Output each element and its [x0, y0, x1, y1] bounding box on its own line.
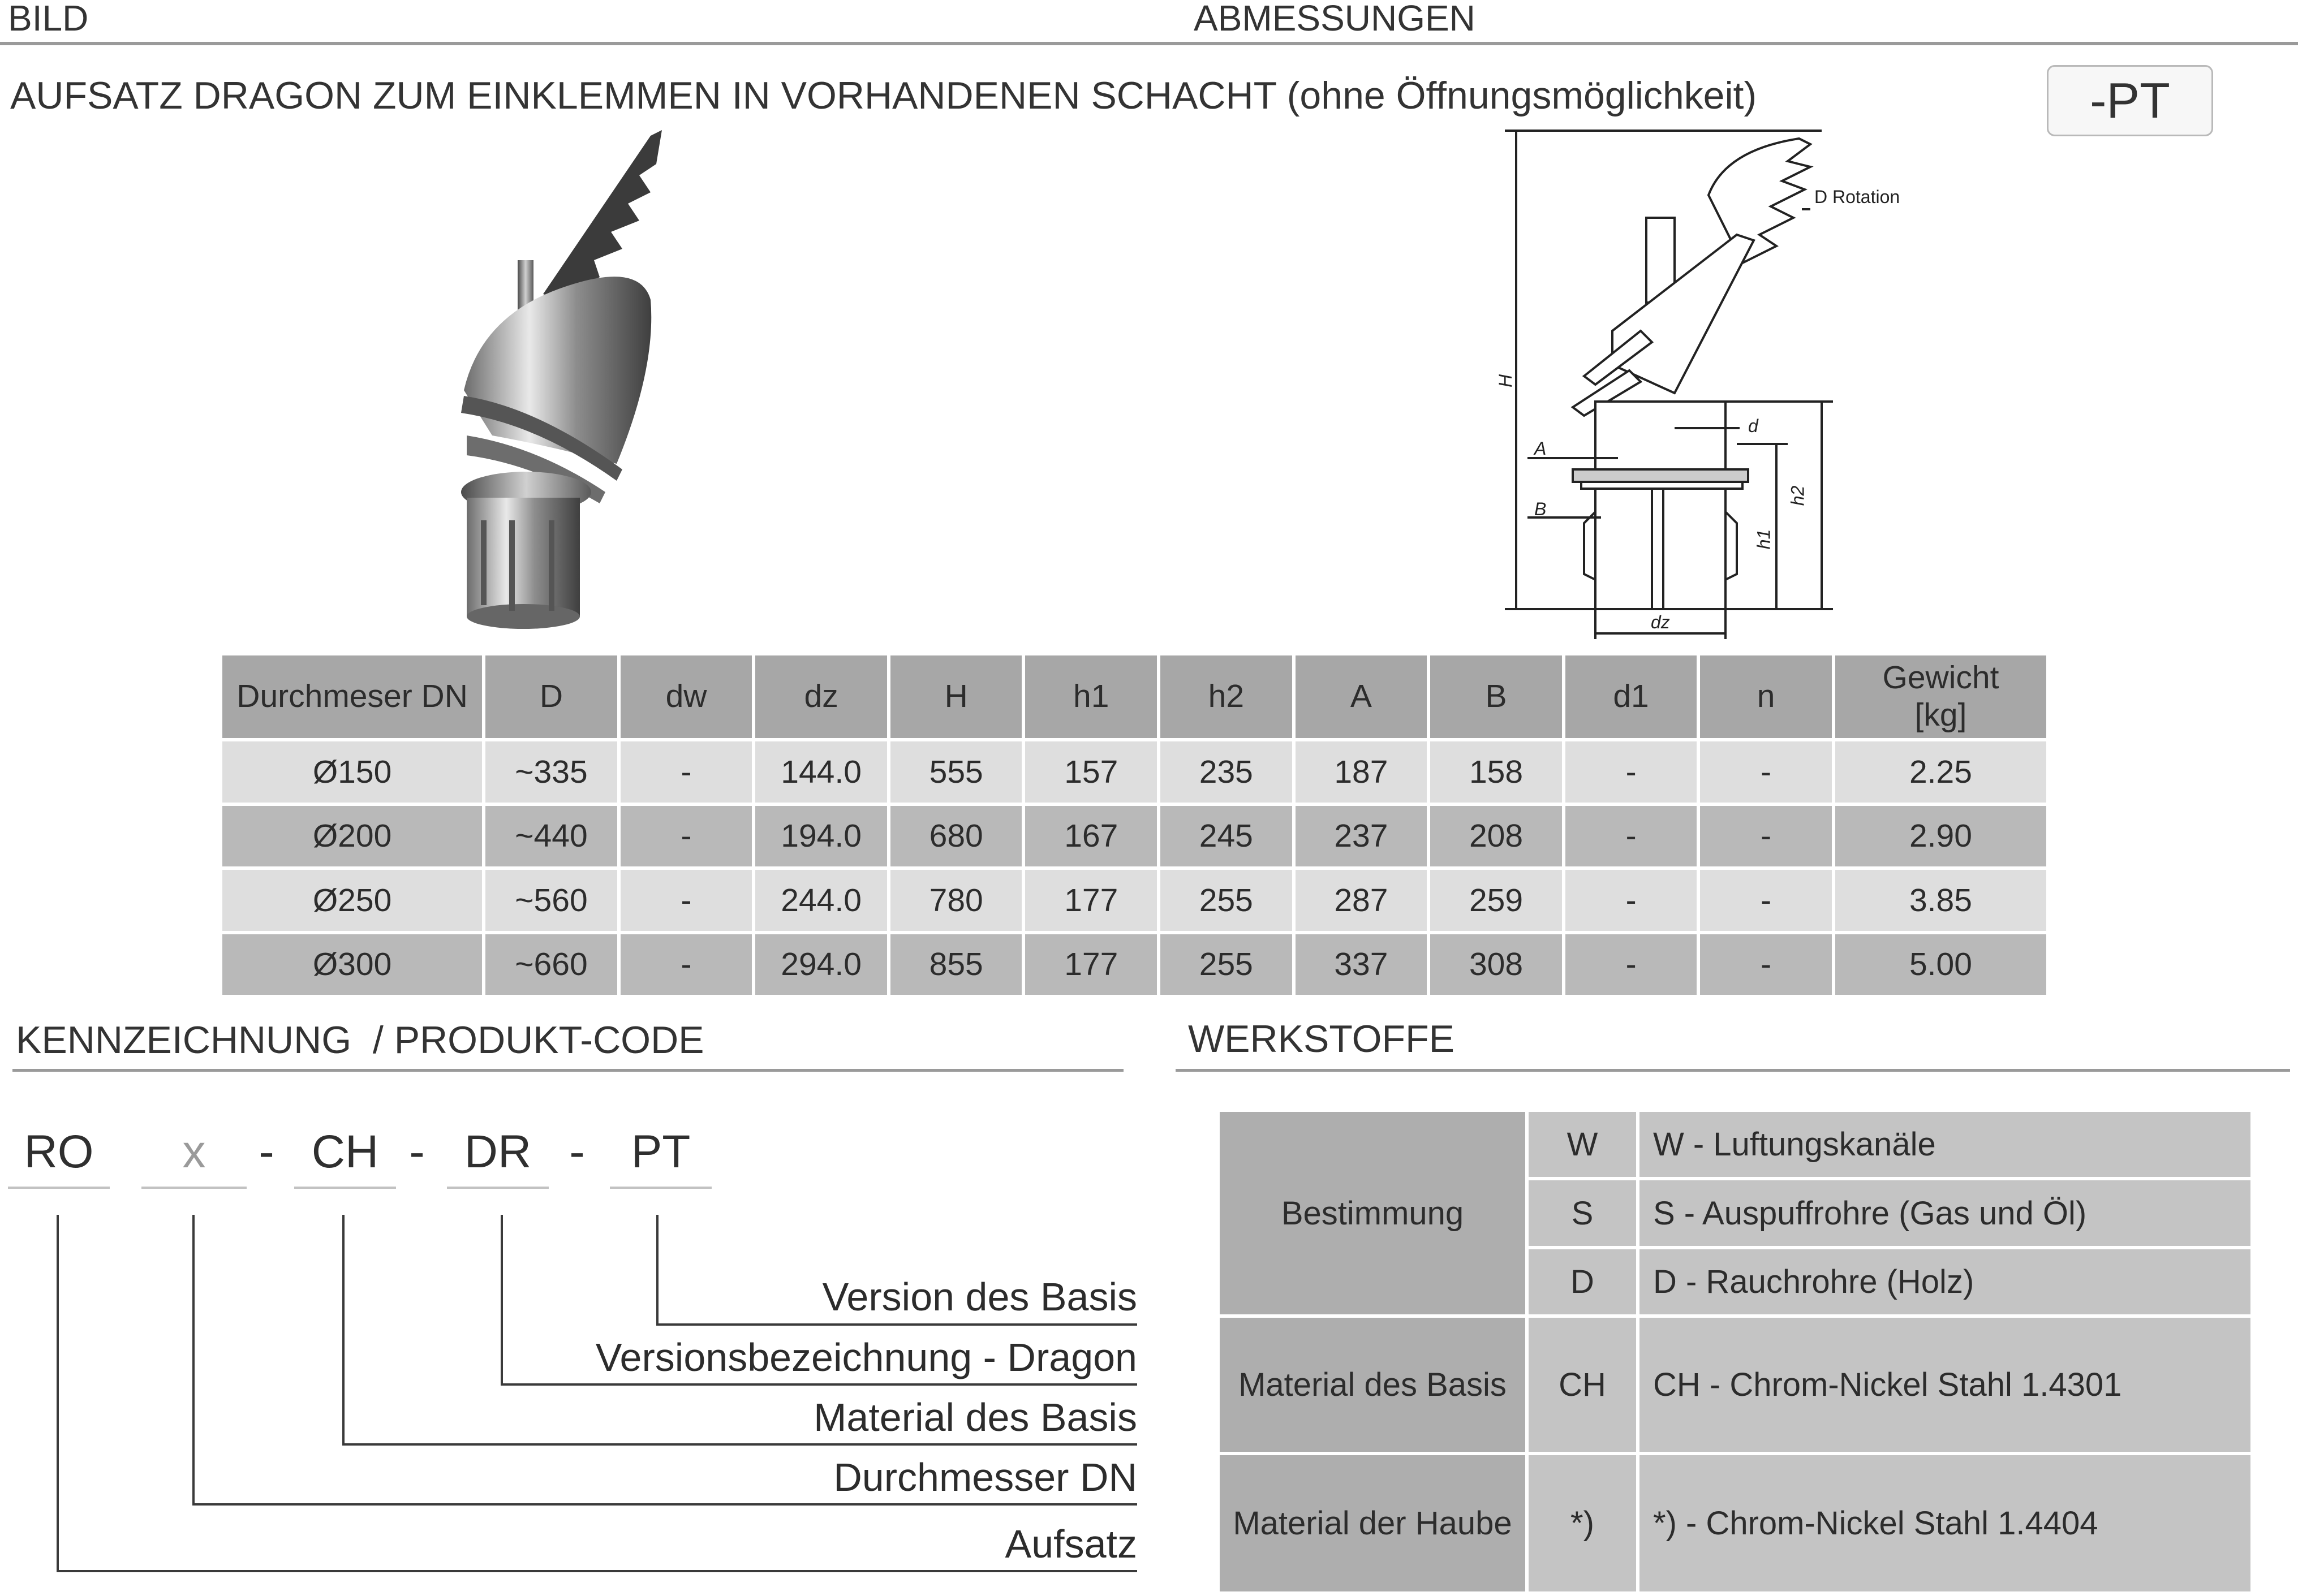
- materials-table: [1216, 1108, 2254, 1595]
- table-cell: 144.0: [755, 741, 887, 803]
- connector-line: [501, 1383, 1137, 1386]
- table-cell: -: [1700, 806, 1832, 867]
- code-underline: [610, 1187, 712, 1189]
- code-separator: -: [259, 1126, 274, 1177]
- materials-heading: WERKSTOFFE: [1188, 1017, 1454, 1060]
- column-header: Durchmeser DN: [222, 655, 482, 738]
- table-cell: 255: [1160, 870, 1292, 931]
- material-desc: D - Rauchrohre (Holz): [1639, 1249, 2250, 1314]
- materials-rule: [1176, 1069, 2290, 1072]
- code-separator: -: [569, 1126, 585, 1177]
- code-label-version: Version des Basis: [822, 1275, 1137, 1319]
- table-cell: -: [621, 741, 752, 803]
- table-cell: -: [1565, 934, 1697, 995]
- table-cell: 167: [1025, 806, 1157, 867]
- table-cell: 157: [1025, 741, 1157, 803]
- drawing-label-dz: dz: [1651, 612, 1670, 632]
- table-cell: 237: [1296, 806, 1427, 867]
- material-desc: W - Luftungskanäle: [1639, 1112, 2250, 1177]
- code-part-x: x: [182, 1126, 206, 1177]
- drawing-label-A: A: [1534, 438, 1547, 459]
- product-code-rule: [12, 1069, 1124, 1072]
- code-part-ro: RO: [24, 1126, 94, 1177]
- material-group-name: Material des Basis: [1220, 1318, 1525, 1452]
- table-cell: 5.00: [1835, 934, 2046, 995]
- connector-line: [342, 1215, 345, 1446]
- column-header: h1: [1025, 655, 1157, 738]
- drawing-label-B: B: [1534, 499, 1547, 519]
- table-cell: 2.90: [1835, 806, 2046, 867]
- material-desc: *) - Chrom-Nickel Stahl 1.4404: [1639, 1455, 2250, 1591]
- material-code: *): [1529, 1455, 1636, 1591]
- column-header: n: [1700, 655, 1832, 738]
- page-title: AUFSATZ DRAGON ZUM EINKLEMMEN IN VORHANDENEN SCHACHT (ohne Öffnungsmöglichkeit): [10, 74, 1757, 117]
- section-header-abmessungen: ABMESSUNGEN: [1194, 0, 1475, 38]
- code-part-ch: CH: [311, 1126, 379, 1177]
- column-header: h2: [1160, 655, 1292, 738]
- table-cell: 294.0: [755, 934, 887, 995]
- code-underline: [141, 1187, 247, 1189]
- connector-line: [656, 1215, 659, 1326]
- product-photo: [413, 130, 673, 639]
- table-cell: 555: [890, 741, 1022, 803]
- connector-line: [192, 1215, 195, 1506]
- column-header: dz: [755, 655, 887, 738]
- table-cell: 177: [1025, 934, 1157, 995]
- code-part-pt: PT: [631, 1126, 691, 1177]
- table-cell: 208: [1430, 806, 1562, 867]
- code-label-aufsatz: Aufsatz: [1005, 1522, 1137, 1566]
- material-group-name: Material der Haube: [1220, 1455, 1525, 1591]
- table-cell: 158: [1430, 741, 1562, 803]
- table-row: [222, 806, 2046, 867]
- table-cell: 245: [1160, 806, 1292, 867]
- table-cell: -: [621, 934, 752, 995]
- table-cell: -: [621, 870, 752, 931]
- column-header: B: [1430, 655, 1562, 738]
- table-cell: 308: [1430, 934, 1562, 995]
- table-cell: 337: [1296, 934, 1427, 995]
- code-part-dr: DR: [464, 1126, 532, 1177]
- column-header: d1: [1565, 655, 1697, 738]
- table-cell: -: [1700, 934, 1832, 995]
- drawing-label-d: d: [1748, 416, 1758, 436]
- header-rule: [0, 42, 2298, 45]
- table-row: [222, 934, 2046, 995]
- section-header-bild: BILD: [8, 0, 89, 38]
- table-cell: ~335: [485, 741, 617, 803]
- table-cell: -: [621, 806, 752, 867]
- column-header-gewicht: Gewicht [kg]: [1835, 655, 2046, 738]
- row-diameter-cell: Ø300: [222, 934, 482, 995]
- material-group-name: Bestimmung: [1220, 1112, 1525, 1314]
- table-cell: -: [1700, 870, 1832, 931]
- connector-line: [342, 1443, 1137, 1446]
- table-cell: ~440: [485, 806, 617, 867]
- row-diameter-cell: Ø150: [222, 741, 482, 803]
- version-badge: -PT: [2047, 65, 2213, 136]
- table-cell: ~560: [485, 870, 617, 931]
- material-desc: S - Auspuffrohre (Gas und Öl): [1639, 1180, 2250, 1245]
- table-cell: 780: [890, 870, 1022, 931]
- table-cell: 235: [1160, 741, 1292, 803]
- dimension-table: [219, 652, 2050, 998]
- table-cell: 680: [890, 806, 1022, 867]
- material-code: D: [1529, 1249, 1636, 1314]
- column-header: D: [485, 655, 617, 738]
- drawing-label-h2: h2: [1787, 485, 1808, 506]
- material-row: [1220, 1112, 2250, 1177]
- material-row: [1220, 1318, 2250, 1452]
- connector-line: [501, 1215, 503, 1386]
- table-cell: 259: [1430, 870, 1562, 931]
- table-cell: 177: [1025, 870, 1157, 931]
- code-separator: -: [409, 1126, 425, 1177]
- drawing-label-d-rotation: D Rotation: [1814, 187, 1900, 207]
- table-cell: 244.0: [755, 870, 887, 931]
- connector-line: [656, 1323, 1137, 1326]
- code-underline: [8, 1187, 110, 1189]
- material-code: S: [1529, 1180, 1636, 1245]
- material-row: [1220, 1455, 2250, 1591]
- table-cell: 855: [890, 934, 1022, 995]
- material-code: CH: [1529, 1318, 1636, 1452]
- row-diameter-cell: Ø200: [222, 806, 482, 867]
- table-cell: -: [1565, 870, 1697, 931]
- code-label-material: Material des Basis: [814, 1395, 1137, 1439]
- material-code: W: [1529, 1112, 1636, 1177]
- code-label-dragon: Versionsbezeichnung - Dragon: [595, 1335, 1137, 1379]
- drawing-label-h1: h1: [1753, 529, 1774, 550]
- table-cell: 287: [1296, 870, 1427, 931]
- table-cell: 187: [1296, 741, 1427, 803]
- table-row: [222, 870, 2046, 931]
- connector-line: [57, 1215, 59, 1572]
- code-underline: [447, 1187, 549, 1189]
- table-cell: -: [1565, 806, 1697, 867]
- table-header-row: [222, 655, 2046, 738]
- connector-line: [57, 1570, 1137, 1572]
- connector-line: [192, 1503, 1137, 1506]
- table-cell: -: [1700, 741, 1832, 803]
- code-label-durchmesser: Durchmesser DN: [833, 1455, 1137, 1499]
- table-cell: ~660: [485, 934, 617, 995]
- table-cell: 3.85: [1835, 870, 2046, 931]
- column-header: dw: [621, 655, 752, 738]
- column-header: H: [890, 655, 1022, 738]
- material-desc: CH - Chrom-Nickel Stahl 1.4301: [1639, 1318, 2250, 1452]
- table-cell: 2.25: [1835, 741, 2046, 803]
- product-code-heading: KENNZEICHNUNG / PRODUKT-CODE: [16, 1019, 704, 1062]
- row-diameter-cell: Ø250: [222, 870, 482, 931]
- drawing-label-H: H: [1495, 374, 1516, 388]
- table-cell: 255: [1160, 934, 1292, 995]
- column-header: A: [1296, 655, 1427, 738]
- table-row: [222, 741, 2046, 803]
- code-underline: [294, 1187, 396, 1189]
- table-cell: -: [1565, 741, 1697, 803]
- table-cell: 194.0: [755, 806, 887, 867]
